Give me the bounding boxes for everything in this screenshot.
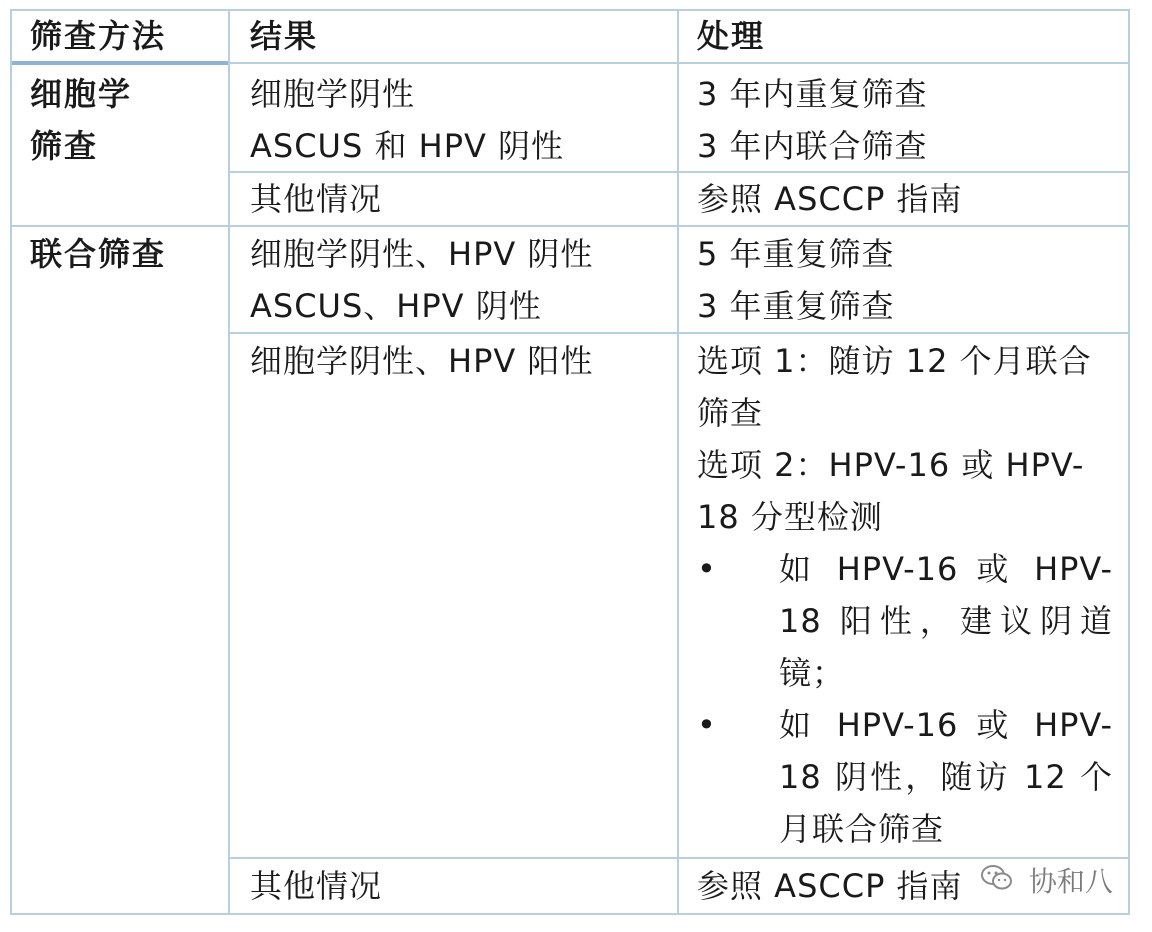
action-cell-1-1 [697,68,928,172]
method-cytology [30,68,132,172]
header-result [250,10,318,62]
watermark [980,862,1113,904]
result-cell-2-2 [250,335,593,387]
bullet-text [779,699,1113,855]
screening-table [10,9,1130,915]
result-line: 细胞学阴性、HPV 阴性 [250,235,594,273]
row-divider-2a [228,332,1130,334]
bullet-dot-icon: • [697,550,717,588]
action-line: 参照 ASCCP 指南 [697,180,963,218]
result-line: 细胞学阴性、HPV 阳性 [250,342,594,380]
result-cell-1-1 [250,68,564,172]
action-cell-1-2 [697,173,963,225]
result-cell-1-2 [250,173,382,225]
action-line: 参照 ASCCP 指南 [697,867,963,905]
method-co-testing [30,228,166,280]
bullet-line: 18 阳性，建议阴道 [779,602,1113,640]
bullet-dot-icon: • [697,706,717,744]
header-action [697,10,765,62]
header-method-text: 筛查方法 [30,17,167,55]
header-divider [228,62,1130,64]
result-cell-2-1 [250,228,593,332]
method-co-testing-text: 联合筛查 [30,235,167,273]
bullet-line: 月联合筛查 [779,810,945,848]
header-method [30,10,166,62]
action-line: 筛查 [697,394,764,432]
result-line: 其他情况 [250,867,383,905]
action-line: 5 年重复筛查 [697,235,895,273]
bullet-line: 如 HPV-16 或 HPV- [779,550,1113,588]
watermark-text: 协和八 [1028,865,1113,898]
action-line: 3 年内联合筛查 [697,127,928,165]
bullet-line: 如 HPV-16 或 HPV- [779,706,1113,744]
table-border-left [10,9,12,915]
method-cytology-line2: 筛查 [30,127,99,165]
method-cytology-line1: 细胞学 [30,75,133,113]
action-line: 3 年重复筛查 [697,287,895,325]
row-divider-2b [228,857,1130,859]
bullet-item [697,543,1137,699]
action-line: 选项 1：随访 12 个月联合 [697,342,1092,380]
section-divider [10,225,1130,227]
table-border-top [10,9,1130,11]
bullet-item [697,699,1137,855]
action-cell-2-2 [697,335,1127,848]
result-line: ASCUS 和 HPV 阴性 [250,127,565,165]
action-line: 3 年内重复筛查 [697,75,928,113]
action-line: 选项 2：HPV-16 或 HPV- [697,446,1085,484]
action-cell-2-1 [697,228,895,332]
result-line: ASCUS、HPV 阴性 [250,287,542,325]
result-line: 细胞学阴性 [250,75,416,113]
header-result-text: 结果 [250,17,319,55]
bullet-line: 18 阴性，随访 12 个 [779,758,1113,796]
result-cell-2-3 [250,860,382,912]
action-line: 18 分型检测 [697,498,883,536]
bullet-line: 镜； [779,654,846,692]
action-cell-2-3 [697,860,963,912]
header-action-text: 处理 [697,17,766,55]
bullet-text [779,543,1113,699]
table-border-bottom [10,913,1130,915]
wechat-icon [980,863,1014,904]
result-line: 其他情况 [250,180,383,218]
column-divider-1 [228,9,230,915]
column-divider-2 [677,9,679,915]
